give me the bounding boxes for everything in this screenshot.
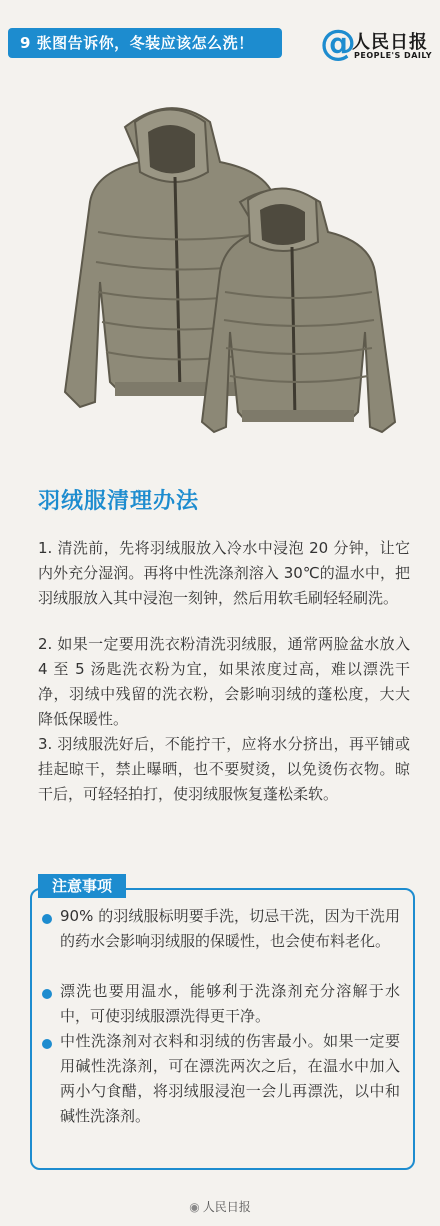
bullet-icon xyxy=(42,914,52,924)
paragraph-2: 2. 如果一定要用洗衣粉清洗羽绒服，通常两脸盆水放入 4 至 5 汤匙洗衣粉为宜，如果浓度过高，难以漂洗干净，羽绒中残留的洗衣粉，会影响羽绒的蓬松度，大大降低保暖性。 xyxy=(38,635,410,728)
section-title: 羽绒服清理办法 xyxy=(38,489,200,514)
bullet-icon xyxy=(42,1039,52,1049)
notice-item-3: 中性洗涤剂对衣料和羽绒的伤害最小。如果一定要用碱性洗涤剂，可在漂洗两次之后，在温水中加入两小勺食醋，将羽绒服浸泡一会儿再漂洗，以中和碱性洗涤剂。 xyxy=(60,1032,400,1125)
logo-main-text: 人民日报 xyxy=(352,32,428,53)
logo-sub-text: PEOPLE'S DAILY xyxy=(354,51,433,60)
jacket-photo xyxy=(30,82,410,472)
notice-tag: 注意事项 xyxy=(38,874,126,898)
notice-panel xyxy=(30,874,415,1174)
notice-item-1: 90% 的羽绒服标明要手洗，切忌干洗，因为干洗用的药水会影响羽绒服的保暖性，也会使布料老化。 xyxy=(60,907,400,950)
peoples-daily-logo xyxy=(320,24,432,66)
header-bar xyxy=(0,0,440,80)
paragraph-1: 1. 清洗前，先将羽绒服放入冷水中浸泡 20 分钟，让它内外充分湿润。再将中性洗涤剂溶入 30℃的温水中，把羽绒服放入其中浸泡一刻钟，然后用软毛刷轻轻刷洗。 xyxy=(38,539,410,607)
logo-at-icon: @ xyxy=(320,23,356,64)
notice-item-2: 漂洗也要用温水，能够利于洗涤剂充分溶解于水中，可使羽绒服漂洗得更干净。 xyxy=(60,982,400,1025)
paragraph-3: 3. 羽绒服洗好后，不能拧干，应将水分挤出，再平铺或挂起晾干，禁止曝晒，也不要熨烫，以免烫伤衣物。晾干后，可轻轻拍打，使羽绒服恢复蓬松柔软。 xyxy=(38,735,410,803)
footer-text: 人民日报 xyxy=(202,1200,251,1214)
bullet-icon xyxy=(42,989,52,999)
page-title: 9 张图告诉你，冬装应该怎么洗！ xyxy=(8,28,282,58)
footer-watermark xyxy=(0,1198,440,1215)
weibo-icon: ◉ xyxy=(189,1200,200,1214)
